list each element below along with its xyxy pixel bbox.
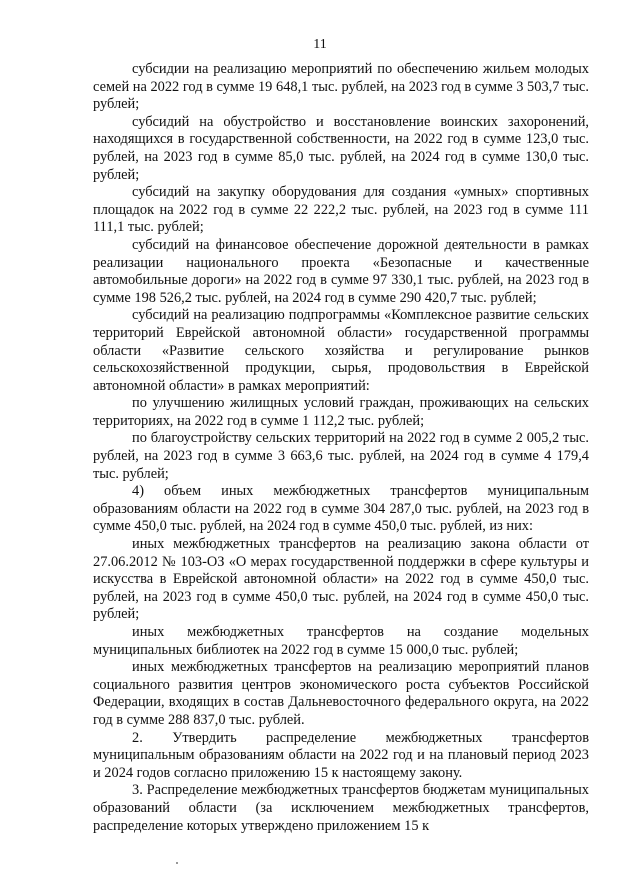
paragraph-military-graves-subsidy: субсидий на обустройство и восстановление воинских захоронений, находящихся в государственной собственности, на 2022 год в сумме 123,0 тыс. рублей, на 2023 год в сумме 85,0 тыс. рублей, на 2024 год в сумме 130,0 тыс. рублей; [93, 113, 589, 183]
paragraph-model-libraries-transfers: иных межбюджетных трансфертов на создание модельных муниципальных библиотек на 2022 год в сумме 15 000,0 тыс. рублей; [93, 624, 589, 658]
paragraph-rural-development-subsidy: субсидий на реализацию подпрограммы «Комплексное развитие сельских территорий Еврейской автономной области» государственной программы области «Развитие сельского хозяйства и регулирование рынков сельскохозяйственной продукции, сырья, продовольствия в Еврейской автономной области» в рамках мероприятий: [93, 307, 589, 394]
paragraph-item-4-other-transfers: 4) объем иных межбюджетных трансфертов муниципальным образованиям области на 2022 год в сумме 304 287,0 тыс. рублей, на 2023 год в сумме 450,0 тыс. рублей, на 2024 год в сумме 450,0 тыс. рублей, из них: [93, 483, 589, 535]
paragraph-young-families-subsidy: субсидии на реализацию мероприятий по обеспечению жильем молодых семей на 2022 год в сумме 19 648,1 тыс. рублей, на 2023 год в сумме 3 503,7 тыс. рублей; [93, 61, 589, 113]
paragraph-item-2-approve-distribution: 2. Утвердить распределение межбюджетных трансфертов муниципальным образованиям области на 2022 год и на плановый период 2023 и 2024 годов согласно приложению 15 к настоящему закону. [93, 729, 589, 781]
paragraph-growth-centers-transfers: иных межбюджетных трансфертов на реализацию мероприятий планов социального развития центров экономического роста субъектов Российской Федерации, входящих в состав Дальневосточного федерального округа, на 2022 год в сумме 288 837,0 тыс. рублей. [93, 659, 589, 728]
scan-speck [176, 862, 178, 864]
paragraph-item-3-distribution: 3. Распределение межбюджетных трансфертов бюджетам муниципальных образований области (за исключением межбюджетных трансфертов, распределение которых утверждено приложением 15 к [93, 782, 589, 834]
paragraph-culture-law-transfers: иных межбюджетных трансфертов на реализацию закона области от 27.06.2012 № 103-ОЗ «О мерах государственной поддержки в сфере культуры и искусства в Еврейской автономной области» на 2022 год в сумме 450,0 тыс. рублей, на 2023 год в сумме 450,0 тыс. рублей, на 2024 год в сумме 450,0 тыс. рублей; [93, 536, 589, 623]
page-number: 11 [313, 37, 327, 52]
paragraph-road-activity-subsidy: субсидий на финансовое обеспечение дорожной деятельности в рамках реализации национального проекта «Безопасные и качественные автомобильные дороги» на 2022 год в сумме 97 330,1 тыс. рублей, на 2023 год в сумме 198 526,2 тыс. рублей, на 2024 год в сумме 290 420,7 тыс. рублей; [93, 236, 589, 306]
paragraph-rural-improvement: по благоустройству сельских территорий на 2022 год в сумме 2 005,2 тыс. рублей, на 2023 год в сумме 3 663,6 тыс. рублей, на 2024 год в сумме 4 179,4 тыс. рублей; [93, 430, 589, 482]
paragraph-rural-housing: по улучшению жилищных условий граждан, проживающих на сельских территориях, на 2022 год в сумме 1 112,2 тыс. рублей; [93, 395, 589, 429]
document-body [93, 61, 589, 835]
paragraph-sports-grounds-subsidy: субсидий на закупку оборудования для создания «умных» спортивных площадок на 2022 год в сумме 22 222,2 тыс. рублей, на 2023 год в сумме 111 111,1 тыс. рублей; [93, 184, 589, 236]
